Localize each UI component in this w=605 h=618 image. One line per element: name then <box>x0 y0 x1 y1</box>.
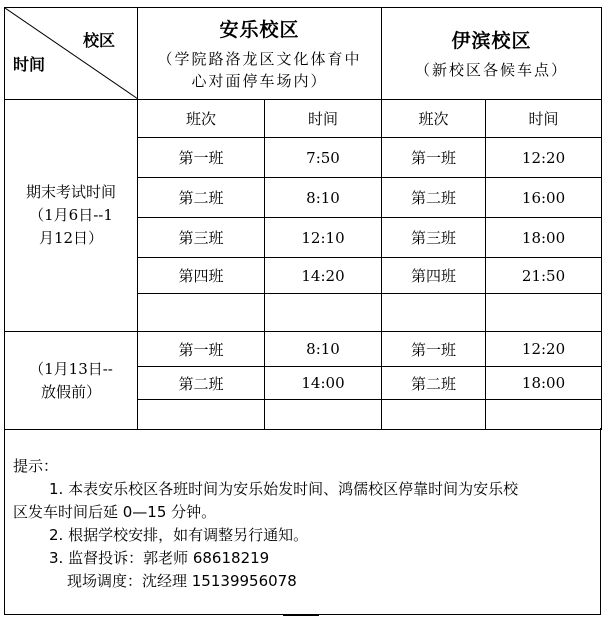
b-shift-cell: 第二班 <box>382 367 486 400</box>
b-shift-cell: 第二班 <box>382 178 486 218</box>
period-2-label <box>5 332 138 430</box>
a-shift-cell: 第一班 <box>138 138 265 178</box>
period-2-line1: （1月13日-- <box>29 359 113 378</box>
bottom-divider <box>283 614 319 616</box>
col-header-shift-a: 班次 <box>138 100 265 138</box>
note-item-2: 2. 根据学校安排，如有调整另行通知。 <box>49 526 309 544</box>
period-2-line2: 放假前） <box>40 382 101 401</box>
b-time-cell <box>486 294 602 332</box>
period-1-label <box>5 100 138 332</box>
a-shift-cell: 第三班 <box>138 218 265 258</box>
period-1-line3: 月12日） <box>38 229 104 247</box>
a-time-cell: 14:20 <box>265 258 382 294</box>
a-time-cell: 7:50 <box>265 138 382 178</box>
corner-header-cell <box>5 8 138 100</box>
note-item-3-line2: 现场调度：沈经理 15139956078 <box>67 572 297 590</box>
b-shift-cell <box>382 400 486 430</box>
note-item-3-line1: 3. 监督投诉：郭老师 68618219 <box>49 549 270 567</box>
a-shift-cell <box>138 294 265 332</box>
note-item-1-line2: 区发车时间后延 0—15 分钟。 <box>13 503 217 521</box>
a-shift-cell: 第二班 <box>138 178 265 218</box>
campus-a-name: 安乐校区 <box>219 19 300 41</box>
notes-section <box>4 428 601 615</box>
b-shift-cell: 第四班 <box>382 258 486 294</box>
campus-b-name: 伊滨校区 <box>451 30 532 52</box>
b-time-cell: 16:00 <box>486 178 602 218</box>
b-time-cell <box>486 400 602 430</box>
campus-b-header <box>382 8 602 100</box>
a-shift-cell: 第一班 <box>138 332 265 367</box>
b-time-cell: 18:00 <box>486 367 602 400</box>
b-shift-cell: 第一班 <box>382 138 486 178</box>
period-1-line2: （1月6日--1 <box>29 206 113 224</box>
bus-schedule-table <box>4 7 602 430</box>
corner-time-label: 时间 <box>13 55 46 74</box>
campus-a-location-line1: （学院路洛龙区文化体育中 <box>157 50 362 68</box>
campus-b-location: （新校区各候车点） <box>415 61 569 79</box>
col-header-time-a: 时间 <box>265 100 382 138</box>
col-header-shift-b: 班次 <box>382 100 486 138</box>
a-time-cell: 8:10 <box>265 332 382 367</box>
b-shift-cell: 第一班 <box>382 332 486 367</box>
col-header-time-b: 时间 <box>486 100 602 138</box>
a-time-cell: 12:10 <box>265 218 382 258</box>
b-time-cell: 12:20 <box>486 332 602 367</box>
period-1-line1: 期末考试时间 <box>25 183 116 201</box>
b-time-cell: 18:00 <box>486 218 602 258</box>
a-shift-cell: 第二班 <box>138 367 265 400</box>
a-shift-cell: 第四班 <box>138 258 265 294</box>
a-time-cell <box>265 400 382 430</box>
a-shift-cell <box>138 400 265 430</box>
campus-a-header <box>138 8 382 100</box>
a-time-cell <box>265 294 382 332</box>
a-time-cell: 14:00 <box>265 367 382 400</box>
a-time-cell: 8:10 <box>265 178 382 218</box>
notes-title: 提示： <box>13 457 59 475</box>
b-shift-cell: 第三班 <box>382 218 486 258</box>
corner-campus-label: 校区 <box>82 31 115 50</box>
table-row <box>5 332 602 367</box>
b-shift-cell <box>382 294 486 332</box>
note-item-1-line1: 1. 本表安乐校区各班时间为安乐始发时间、鸿儒校区停靠时间为安乐校 <box>49 480 519 498</box>
b-time-cell: 21:50 <box>486 258 602 294</box>
b-time-cell: 12:20 <box>486 138 602 178</box>
campus-a-location-line2: 心对面停车场内） <box>191 72 328 90</box>
